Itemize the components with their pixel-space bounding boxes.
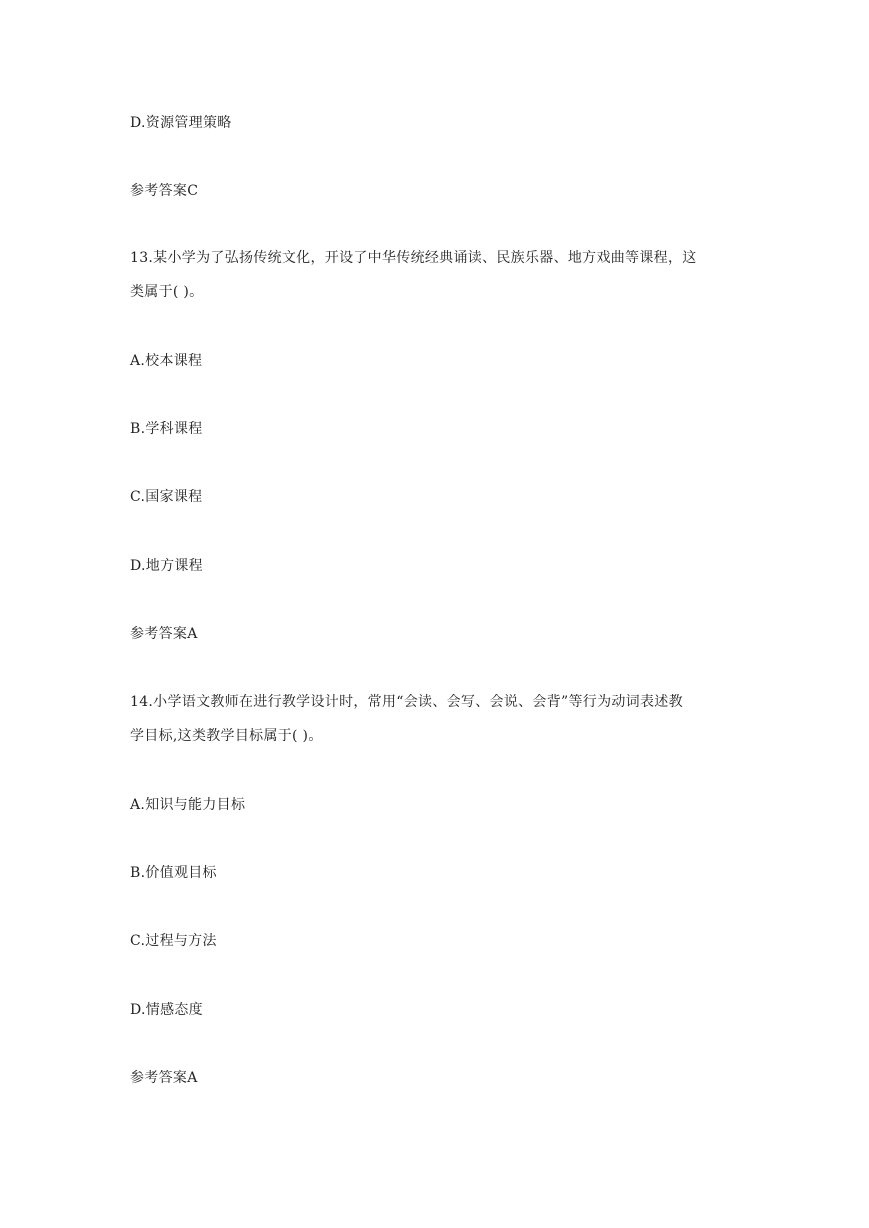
q13-option-d: D.地方课程 (130, 558, 203, 574)
q14-option-a: A.知识与能力目标 (130, 797, 246, 813)
q13-stem-line2: 类属于( )。 (130, 284, 204, 300)
q13-answer: 参考答案A (130, 626, 198, 642)
q12-option-d: D.资源管理策略 (130, 115, 232, 131)
q14-option-b: B.价值观目标 (130, 865, 217, 881)
q13-stem-line1: 13.某小学为了弘扬传统文化，开设了中华传统经典诵读、民族乐器、地方戏曲等课程，这 (130, 250, 697, 266)
q14-option-d: D.情感态度 (130, 1002, 203, 1018)
q12-answer: 参考答案C (130, 183, 199, 199)
q14-answer: 参考答案A (130, 1070, 198, 1086)
q14-option-c: C.过程与方法 (130, 933, 217, 949)
q13-option-b: B.学科课程 (130, 421, 203, 437)
q14-stem-line2: 学目标,这类教学目标属于( )。 (130, 728, 323, 744)
q13-option-a: A.校本课程 (130, 353, 203, 369)
q13-option-c: C.国家课程 (130, 489, 203, 505)
q14-stem-line1: 14.小学语文教师在进行教学设计时，常用“会读、会写、会说、会背”等行为动词表述教 (130, 694, 683, 710)
